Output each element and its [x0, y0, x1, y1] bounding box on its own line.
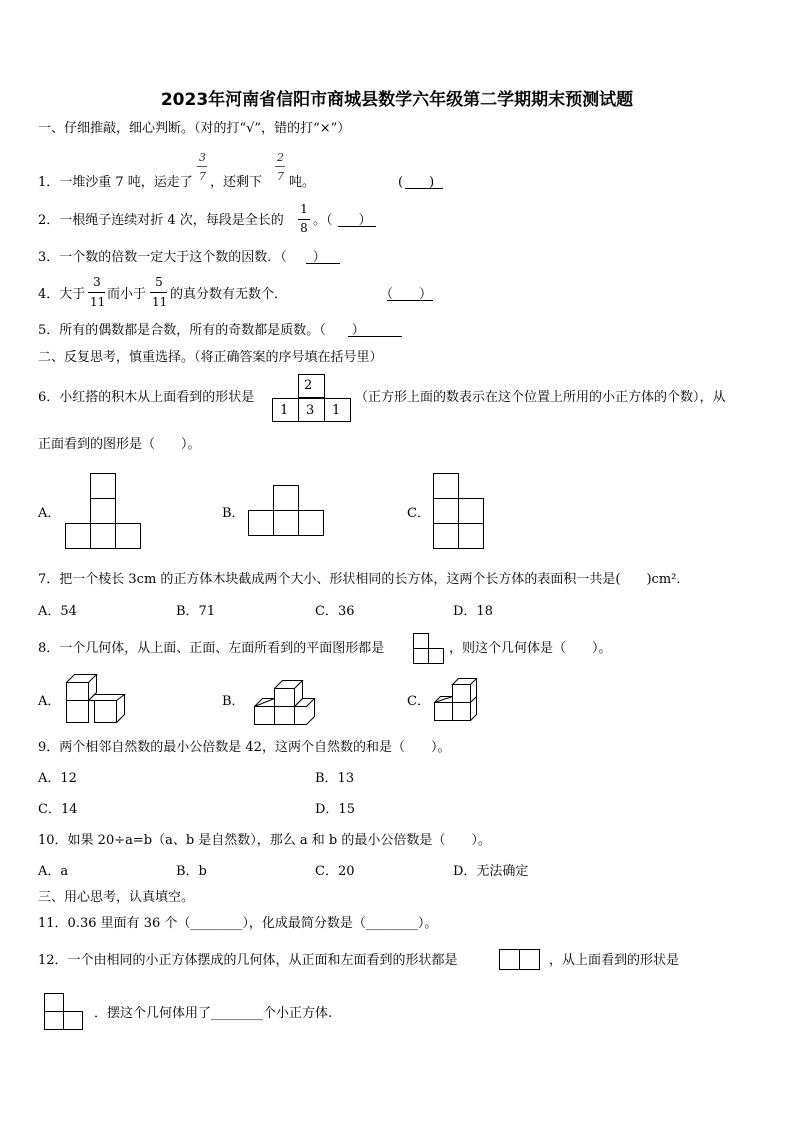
- q1-post-text: 吨。: [289, 175, 316, 190]
- question-8: 8．一个几何体，从上面、正面、左面所看到的平面图形都是: [38, 641, 385, 656]
- q3-answer-blank[interactable]: [306, 263, 340, 264]
- question-4: 4．大于: [38, 287, 86, 302]
- q1-fraction-2-bar: [275, 166, 285, 167]
- q6-option-c-figure[interactable]: [433, 473, 488, 553]
- q10-option-b[interactable]: B．b: [176, 864, 207, 879]
- q4-post-text: 的真分数有无数个．: [170, 287, 288, 302]
- q12-line-2: ．摆这个几何体用了________个小正方体.: [94, 1006, 333, 1021]
- q12-front-left-view-shape: [499, 949, 541, 971]
- q6-grid-bottom-number-2: 3: [306, 403, 315, 418]
- q8-option-a-figure[interactable]: [66, 674, 128, 726]
- section-3-heading: 三、用心思考，认真填空。: [38, 890, 195, 905]
- q4-fraction-2-numerator: 5: [155, 275, 163, 289]
- q4-answer-blank[interactable]: [387, 300, 433, 301]
- q8-option-c-figure[interactable]: [434, 678, 486, 724]
- q2-post-text: 。（ ）: [313, 213, 372, 228]
- q9-option-a[interactable]: A．12: [38, 771, 77, 786]
- question-3: 3．一个数的倍数一定大于这个数的因数．（ ）: [38, 250, 326, 265]
- q4-fraction-1-denominator: 11: [90, 295, 106, 309]
- q6-option-a-figure[interactable]: [65, 473, 145, 553]
- q7-option-c[interactable]: C．36: [315, 604, 355, 619]
- q6-option-b-label[interactable]: B．: [222, 506, 245, 521]
- question-6: 6．小红搭的积木从上面看到的形状是: [38, 390, 255, 405]
- q1-fraction-2-denominator: 7: [277, 170, 284, 183]
- question-12: 12．一个由相同的小正方体摆成的几何体，从正面和左面看到的形状都是: [38, 953, 458, 968]
- q8-view-shape: [413, 633, 445, 665]
- q4-answer-paren: （ ）: [380, 287, 433, 302]
- section-1-heading: 一、仔细推敲，细心判断。（对的打“√”，错的打“×”）: [38, 121, 351, 136]
- q2-fraction-denominator: 8: [300, 221, 308, 235]
- q1-answer-paren: ( ): [398, 175, 435, 190]
- q6-option-b-figure[interactable]: [248, 485, 328, 540]
- question-7: 7．把一个棱长 3cm 的正方体木块截成两个大小、形状相同的长方体，这两个长方体的表面积一共是( )cm²．: [38, 572, 690, 587]
- q2-fraction-bar: [298, 219, 310, 220]
- q8-option-c-label[interactable]: C．: [407, 694, 430, 709]
- q6-option-c-label[interactable]: C．: [407, 506, 430, 521]
- q1-answer-blank[interactable]: [405, 188, 443, 189]
- q4-mid-text: 而小于: [107, 287, 147, 302]
- q1-fraction-2-numerator: 2: [277, 151, 284, 164]
- question-2: 2．一根绳子连续对折 4 次，每段是全长的: [38, 213, 284, 228]
- q4-fraction-2-denominator: 11: [152, 295, 168, 309]
- question-1: 1．一堆沙重 7 吨，运走了: [38, 175, 193, 190]
- q9-option-d[interactable]: D．15: [315, 802, 355, 817]
- section-2-heading: 二、反复思考，慎重选择。（将正确答案的序号填在括号里）: [38, 350, 383, 365]
- q10-option-d[interactable]: D．无法确定: [453, 864, 529, 879]
- q10-option-a[interactable]: A．a: [38, 864, 69, 879]
- q2-fraction-numerator: 1: [300, 202, 308, 216]
- q4-fraction-1-numerator: 3: [93, 275, 101, 289]
- q6-grid-bottom-number-3: 1: [332, 403, 341, 418]
- q1-fraction-1-numerator: 3: [199, 151, 206, 164]
- q6-grid-bottom-number-1: 1: [280, 403, 289, 418]
- q6-option-a-label[interactable]: A．: [38, 506, 61, 521]
- q1-mid-text: ，还剩下: [210, 175, 263, 190]
- q4-fraction-2-bar: [150, 292, 167, 293]
- q9-option-b[interactable]: B．13: [315, 771, 355, 786]
- q8-option-a-label[interactable]: A．: [38, 694, 61, 709]
- q12-post-text: ，从上面看到的形状是: [549, 953, 680, 968]
- q9-option-c[interactable]: C．14: [38, 802, 78, 817]
- q10-option-c[interactable]: C．20: [315, 864, 355, 879]
- page-title: 2023年河南省信阳市商城县数学六年级第二学期期末预测试题: [160, 90, 634, 110]
- q6-post-text: （正方形上面的数表示在这个位置上所用的小正方体的个数），从: [355, 390, 726, 405]
- question-11: 11．0.36 里面有 36 个（________），化成最简分数是（________）。: [38, 916, 438, 931]
- q7-option-b[interactable]: B．71: [176, 604, 216, 619]
- q8-post-text: ，则这个几何体是（ ）。: [449, 641, 612, 656]
- question-10: 10．如果 20÷a=b（a、b 是自然数），那么 a 和 b 的最小公倍数是（ ）。: [38, 833, 491, 848]
- q2-answer-blank[interactable]: [338, 226, 376, 227]
- q1-fraction-1-bar: [197, 166, 207, 167]
- q8-option-b-figure[interactable]: [254, 678, 320, 728]
- question-9: 9．两个相邻自然数的最小公倍数是 42，这两个自然数的和是（ ）。: [38, 740, 451, 755]
- q7-option-a[interactable]: A．54: [38, 604, 77, 619]
- q1-fraction-1-denominator: 7: [199, 170, 206, 183]
- q12-top-view-shape: [44, 993, 86, 1033]
- q4-fraction-1-bar: [88, 292, 105, 293]
- question-5: 5．所有的偶数都是合数，所有的奇数都是质数。（ ）: [38, 323, 365, 338]
- q6-line-2: 正面看到的图形是（ ）。: [38, 437, 201, 452]
- q8-option-b-label[interactable]: B．: [222, 694, 245, 709]
- q6-grid-top-number: 2: [304, 378, 313, 393]
- q7-option-d[interactable]: D．18: [453, 604, 493, 619]
- q5-answer-blank[interactable]: [348, 336, 402, 337]
